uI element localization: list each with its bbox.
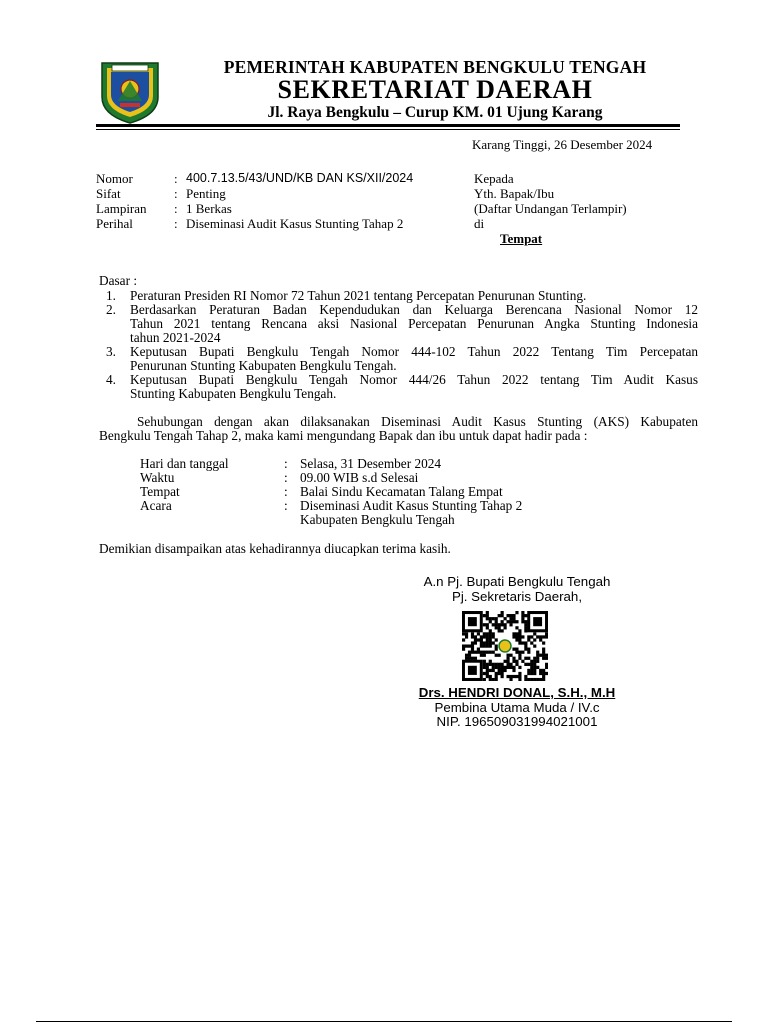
letterhead-rule-thin — [96, 129, 680, 130]
dasar-item-text: Keputusan Bupati Bengkulu Tengah Nomor 444/26 Tahun 2022 tentang Tim Audit Kasus — [130, 372, 698, 387]
waktu-colon: : — [284, 470, 288, 485]
nomor-value: 400.7.13.5/43/UND/KB DAN KS/XII/2024 — [186, 171, 414, 185]
acara-value: Diseminasi Audit Kasus Stunting Tahap 2 — [300, 498, 523, 513]
letterhead-rule-thick — [96, 124, 680, 127]
nomor-label: Nomor — [96, 171, 133, 186]
tempat-value: Balai Sindu Kecamatan Talang Empat — [300, 484, 503, 499]
invitation-paragraph-line1: Sehubungan dengan akan dilaksanakan Diseminasi Audit Kasus Stunting (AKS) Kabupaten — [137, 414, 698, 429]
signatory-name: Drs. HENDRI DONAL, S.H., M.H — [418, 685, 616, 700]
dasar-heading: Dasar : — [99, 273, 138, 288]
acara-label: Acara — [140, 498, 172, 513]
sifat-label: Sifat — [96, 186, 121, 201]
signature-qr-code — [462, 611, 548, 681]
perihal-label: Perihal — [96, 216, 133, 231]
nomor-colon: : — [174, 171, 178, 186]
signature-position: Pj. Sekretaris Daerah, — [451, 589, 583, 604]
recipient-to: Yth. Bapak/Ibu — [474, 186, 555, 201]
office-title: SEKRETARIAT DAERAH — [277, 75, 593, 104]
dasar-item-text-cont: Stunting Kabupaten Bengkulu Tengah. — [130, 386, 337, 401]
recipient-place: Tempat — [500, 231, 543, 246]
lampiran-label: Lampiran — [96, 201, 147, 216]
dasar-item-text-cont: Penurunan Stunting Kabupaten Bengkulu Tengah. — [130, 358, 397, 373]
sifat-value: Penting — [186, 186, 226, 201]
signatory-rank: Pembina Utama Muda / IV.c — [434, 700, 600, 715]
hari-colon: : — [284, 456, 288, 471]
regency-emblem-logo — [96, 57, 164, 125]
dasar-item-text: Berdasarkan Peraturan Badan Kependudukan dan Keluarga Berencana Nasional Nomor 12 — [130, 302, 698, 317]
waktu-label: Waktu — [140, 470, 175, 485]
letter-date: Karang Tinggi, 26 Desember 2024 — [472, 137, 653, 152]
closing-sentence: Demikian disampaikan atas kehadirannya diucapkan terima kasih. — [99, 541, 451, 556]
dasar-item-number: 3. — [106, 344, 116, 359]
dasar-item-text-cont: Tahun 2021 tentang Rencana aksi Nasional Percepatan Penurunan Angka Stunting Indonesia — [130, 316, 698, 331]
dasar-item-text: Peraturan Presiden RI Nomor 72 Tahun 2021 tentang Percepatan Penurunan Stunting. — [130, 288, 587, 303]
waktu-value: 09.00 WIB s.d Selesai — [300, 470, 419, 485]
recipient-kepada: Kepada — [474, 171, 514, 186]
signatory-nip: NIP. 196509031994021001 — [436, 714, 598, 729]
signature-on-behalf: A.n Pj. Bupati Bengkulu Tengah — [423, 574, 611, 589]
hari-value: Selasa, 31 Desember 2024 — [300, 456, 442, 471]
acara-value-cont: Kabupaten Bengkulu Tengah — [300, 512, 455, 527]
dasar-item-number: 1. — [106, 288, 116, 303]
lampiran-colon: : — [174, 201, 178, 216]
page-bottom-line — [36, 1021, 732, 1022]
dasar-item-number: 4. — [106, 372, 116, 387]
tempat-colon: : — [284, 484, 288, 499]
recipient-list: (Daftar Undangan Terlampir) — [474, 201, 627, 216]
dasar-item-number: 2. — [106, 302, 116, 317]
lampiran-value: 1 Berkas — [186, 201, 232, 216]
acara-colon: : — [284, 498, 288, 513]
hari-label: Hari dan tanggal — [140, 456, 229, 471]
tempat-label: Tempat — [140, 484, 180, 499]
office-address: Jl. Raya Bengkulu – Curup KM. 01 Ujung Karang — [267, 104, 603, 121]
sifat-colon: : — [174, 186, 178, 201]
recipient-di: di — [474, 216, 485, 231]
perihal-colon: : — [174, 216, 178, 231]
invitation-paragraph-line2: Bengkulu Tengah Tahap 2, maka kami mengundang Bapak dan ibu untuk dapat hadir pada : — [99, 428, 588, 443]
dasar-item-text-cont: tahun 2021-2024 — [130, 330, 221, 345]
dasar-item-text: Keputusan Bupati Bengkulu Tengah Nomor 444-102 Tahun 2022 Tentang Tim Percepatan — [130, 344, 698, 359]
perihal-value: Diseminasi Audit Kasus Stunting Tahap 2 — [186, 216, 404, 231]
government-name: PEMERINTAH KABUPATEN BENGKULU TENGAH — [223, 57, 647, 77]
